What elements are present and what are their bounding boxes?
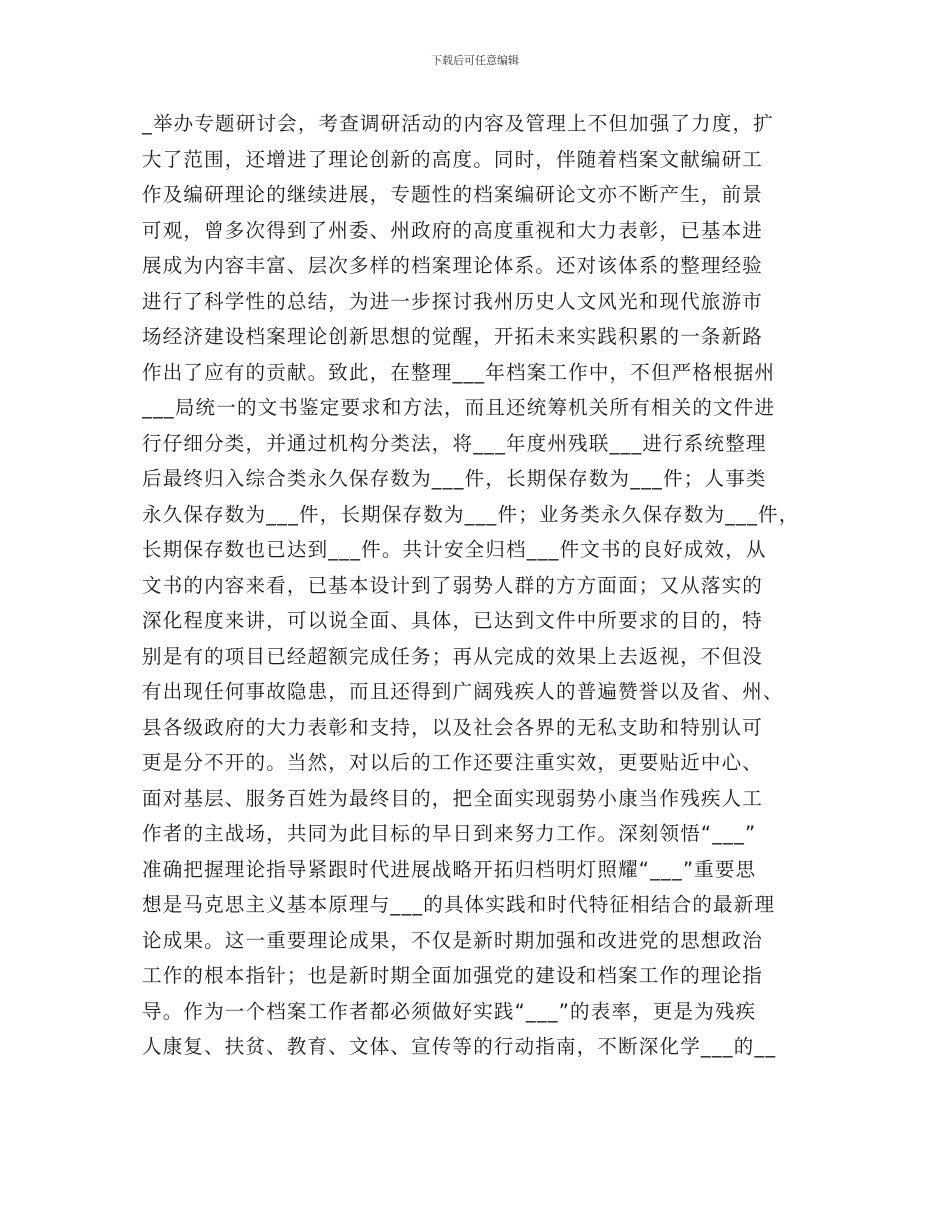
text-line: 准确把握理论指导紧跟时代进展战略开拓归档明灯照耀“___”重要思 xyxy=(142,857,757,881)
text-line: 文书的内容来看，已基本设计到了弱势人群的方方面面；又从落实的 xyxy=(142,573,764,597)
text-line: 人康复、扶贫、教育、文体、宣传等的行动指南，不断深化学___的__ xyxy=(142,1035,777,1058)
text-line: 导。作为一个档案工作者都必须做好实践“___”的表率，更是为残疾 xyxy=(142,999,757,1023)
page-header: 下载后可任意编辑 xyxy=(431,54,519,67)
text-line: 长期保存数也已达到___件。共计安全归档___件文书的良好成效，从 xyxy=(142,538,767,561)
text-line: 永久保存数为___件，长期保存数为___件；业务类永久保存数为___件， xyxy=(142,502,800,526)
text-line: _举办专题研讨会，考查调研活动的内容及管理上不但加强了力度，扩 xyxy=(142,112,774,135)
text-line: 工作的根本指针；也是新时期全面加强党的建设和档案工作的理论指 xyxy=(142,964,764,987)
text-line: 场经济建设档案理论创新思想的觉醒，开拓未来实践积累的一条新路 xyxy=(142,325,764,348)
text-line: 更是分不开的。当然，对以后的工作还要注重实效，更要贴近中心、 xyxy=(142,751,764,774)
text-line: 有出现任何事故隐患，而且还得到广阔残疾人的普遍赞誉以及省、州、 xyxy=(142,680,784,703)
text-line: 县各级政府的大力表彰和支持，以及社会各界的无私支助和特别认可 xyxy=(142,715,764,739)
text-line: ___局统一的文书鉴定要求和方法，而且还统筹机关所有相关的文件进 xyxy=(142,396,776,419)
text-line: 作者的主战场，共同为此目标的早日到来努力工作。深刻领悟“___” xyxy=(142,822,757,845)
text-line: 后最终归入综合类永久保存数为___件，长期保存数为___件；人事类 xyxy=(142,467,767,490)
text-line: 进行了科学性的总结，为进一步探讨我州历史人文风光和现代旅游市 xyxy=(142,289,764,313)
text-line: 论成果。这一重要理论成果，不仅是新时期加强和改进党的思想政治 xyxy=(142,928,764,952)
text-line: 展成为内容丰富、层次多样的档案理论体系。还对该体系的整理经验 xyxy=(142,254,764,277)
text-line: 大了范围，还增进了理论创新的高度。同时，伴随着档案文献编研工 xyxy=(142,147,764,171)
text-line: 别是有的项目已经超额完成任务；再从完成的效果上去返视，不但没 xyxy=(142,644,764,668)
text-line: 深化程度来讲，可以说全面、具体，已达到文件中所要求的目的，特 xyxy=(142,609,764,632)
text-line: 面对基层、服务百姓为最终目的，把全面实现弱势小康当作残疾人工 xyxy=(142,786,764,810)
text-line: 作及编研理论的继续进展，专题性的档案编研论文亦不断产生，前景 xyxy=(142,183,764,206)
document-body xyxy=(142,106,822,1065)
text-line: 行仔细分类，并通过机构分类法，将___年度州残联___进行系统整理 xyxy=(142,431,767,455)
text-line: 想是马克思主义基本原理与___的具体实践和时代特征相结合的最新理 xyxy=(142,893,776,916)
text-line: 可观，曾多次得到了州委、州政府的高度重视和大力表彰，已基本进 xyxy=(142,218,764,242)
text-line: 作出了应有的贡献。致此，在整理___年档案工作中，不但严格根据州 xyxy=(142,360,776,384)
